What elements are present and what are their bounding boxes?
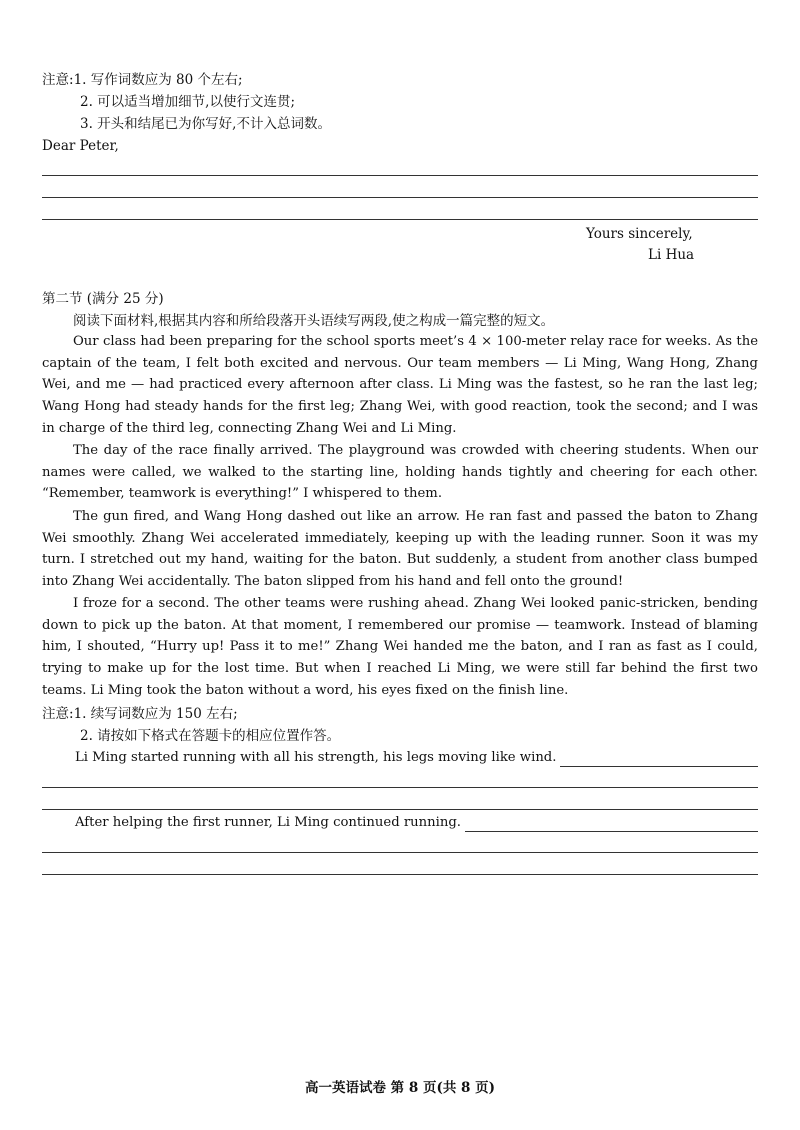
answer-line	[42, 219, 758, 220]
notes-label-1: 注意:1. 写作词数应为 80 个左右;	[42, 72, 243, 88]
note-item: 3. 开头和结尾已为你写好,不计入总词数。	[80, 116, 331, 132]
section-instruction: 阅读下面材料,根据其内容和所给段落开头语续写两段,使之构成一篇完整的短文。	[73, 313, 555, 329]
note-item: 2. 可以适当增加细节,以使行文连贯;	[80, 94, 296, 110]
note-item: 2. 请按如下格式在答题卡的相应位置作答。	[80, 728, 341, 744]
letter-greeting: Dear Peter,	[42, 138, 119, 154]
answer-line	[42, 787, 758, 788]
continuation-prompt-2: After helping the first runner, Li Ming continued running.	[75, 814, 758, 832]
answer-blank[interactable]	[465, 818, 758, 832]
answer-line	[42, 175, 758, 176]
answer-blank[interactable]	[560, 753, 758, 767]
story-paragraph: The day of the race finally arrived. The playground was crowded with cheering students. When our names were called, we walked to the starting line, holding hands tightly and cheering for each other. “Remember, teamwork is everything!” I whispered to them.	[42, 443, 758, 502]
section-heading: 第二节 (满分 25 分)	[42, 291, 164, 307]
letter-closing: Yours sincerely,	[586, 226, 693, 242]
continuation-prompt-1: Li Ming started running with all his strength, his legs moving like wind.	[75, 749, 758, 767]
answer-line	[42, 197, 758, 198]
answer-line	[42, 874, 758, 875]
page-footer: 高一英语试卷 第 8 页(共 8 页)	[304, 1080, 496, 1096]
story-paragraph: Our class had been preparing for the school sports meet’s 4 × 100-meter relay race for weeks. As the captain of the team, I felt both excited and nervous. Our team members — Li Ming, Wang Hong, Zhang Wei, and me — had practiced every afternoon after class. Li Ming was the fastest, so he ran the last leg; Wang Hong had steady hands for the first leg; Zhang Wei, with good reaction, took the second; and I was in charge of the third leg, connecting Zhang Wei and Li Ming.	[42, 334, 758, 436]
answer-line	[42, 809, 758, 810]
letter-signature: Li Hua	[648, 247, 695, 263]
notes-label-2: 注意:1. 续写词数应为 150 左右;	[42, 706, 238, 722]
story-paragraph: I froze for a second. The other teams were rushing ahead. Zhang Wei looked panic-stricken, bending down to pick up the baton. At that moment, I remembered our promise — teamwork. Instead of blaming him, I shouted, “Hurry up! Pass it to me!” Zhang Wei handed me the baton, and I ran as fast as I could, trying to make up for the lost time. But when I reached Li Ming, we were still far behind the first two teams. Li Ming took the baton without a word, his eyes fixed on the finish line.	[42, 596, 758, 698]
story-paragraph: The gun fired, and Wang Hong dashed out like an arrow. He ran fast and passed the baton to Zhang Wei smoothly. Zhang Wei accelerated immediately, keeping up with the leading runner. Soon it was my turn. I stretched out my hand, waiting for the baton. But suddenly, a student from another class bumped into Zhang Wei accidentally. The baton slipped from his hand and fell onto the ground!	[42, 509, 758, 590]
answer-line	[42, 852, 758, 853]
